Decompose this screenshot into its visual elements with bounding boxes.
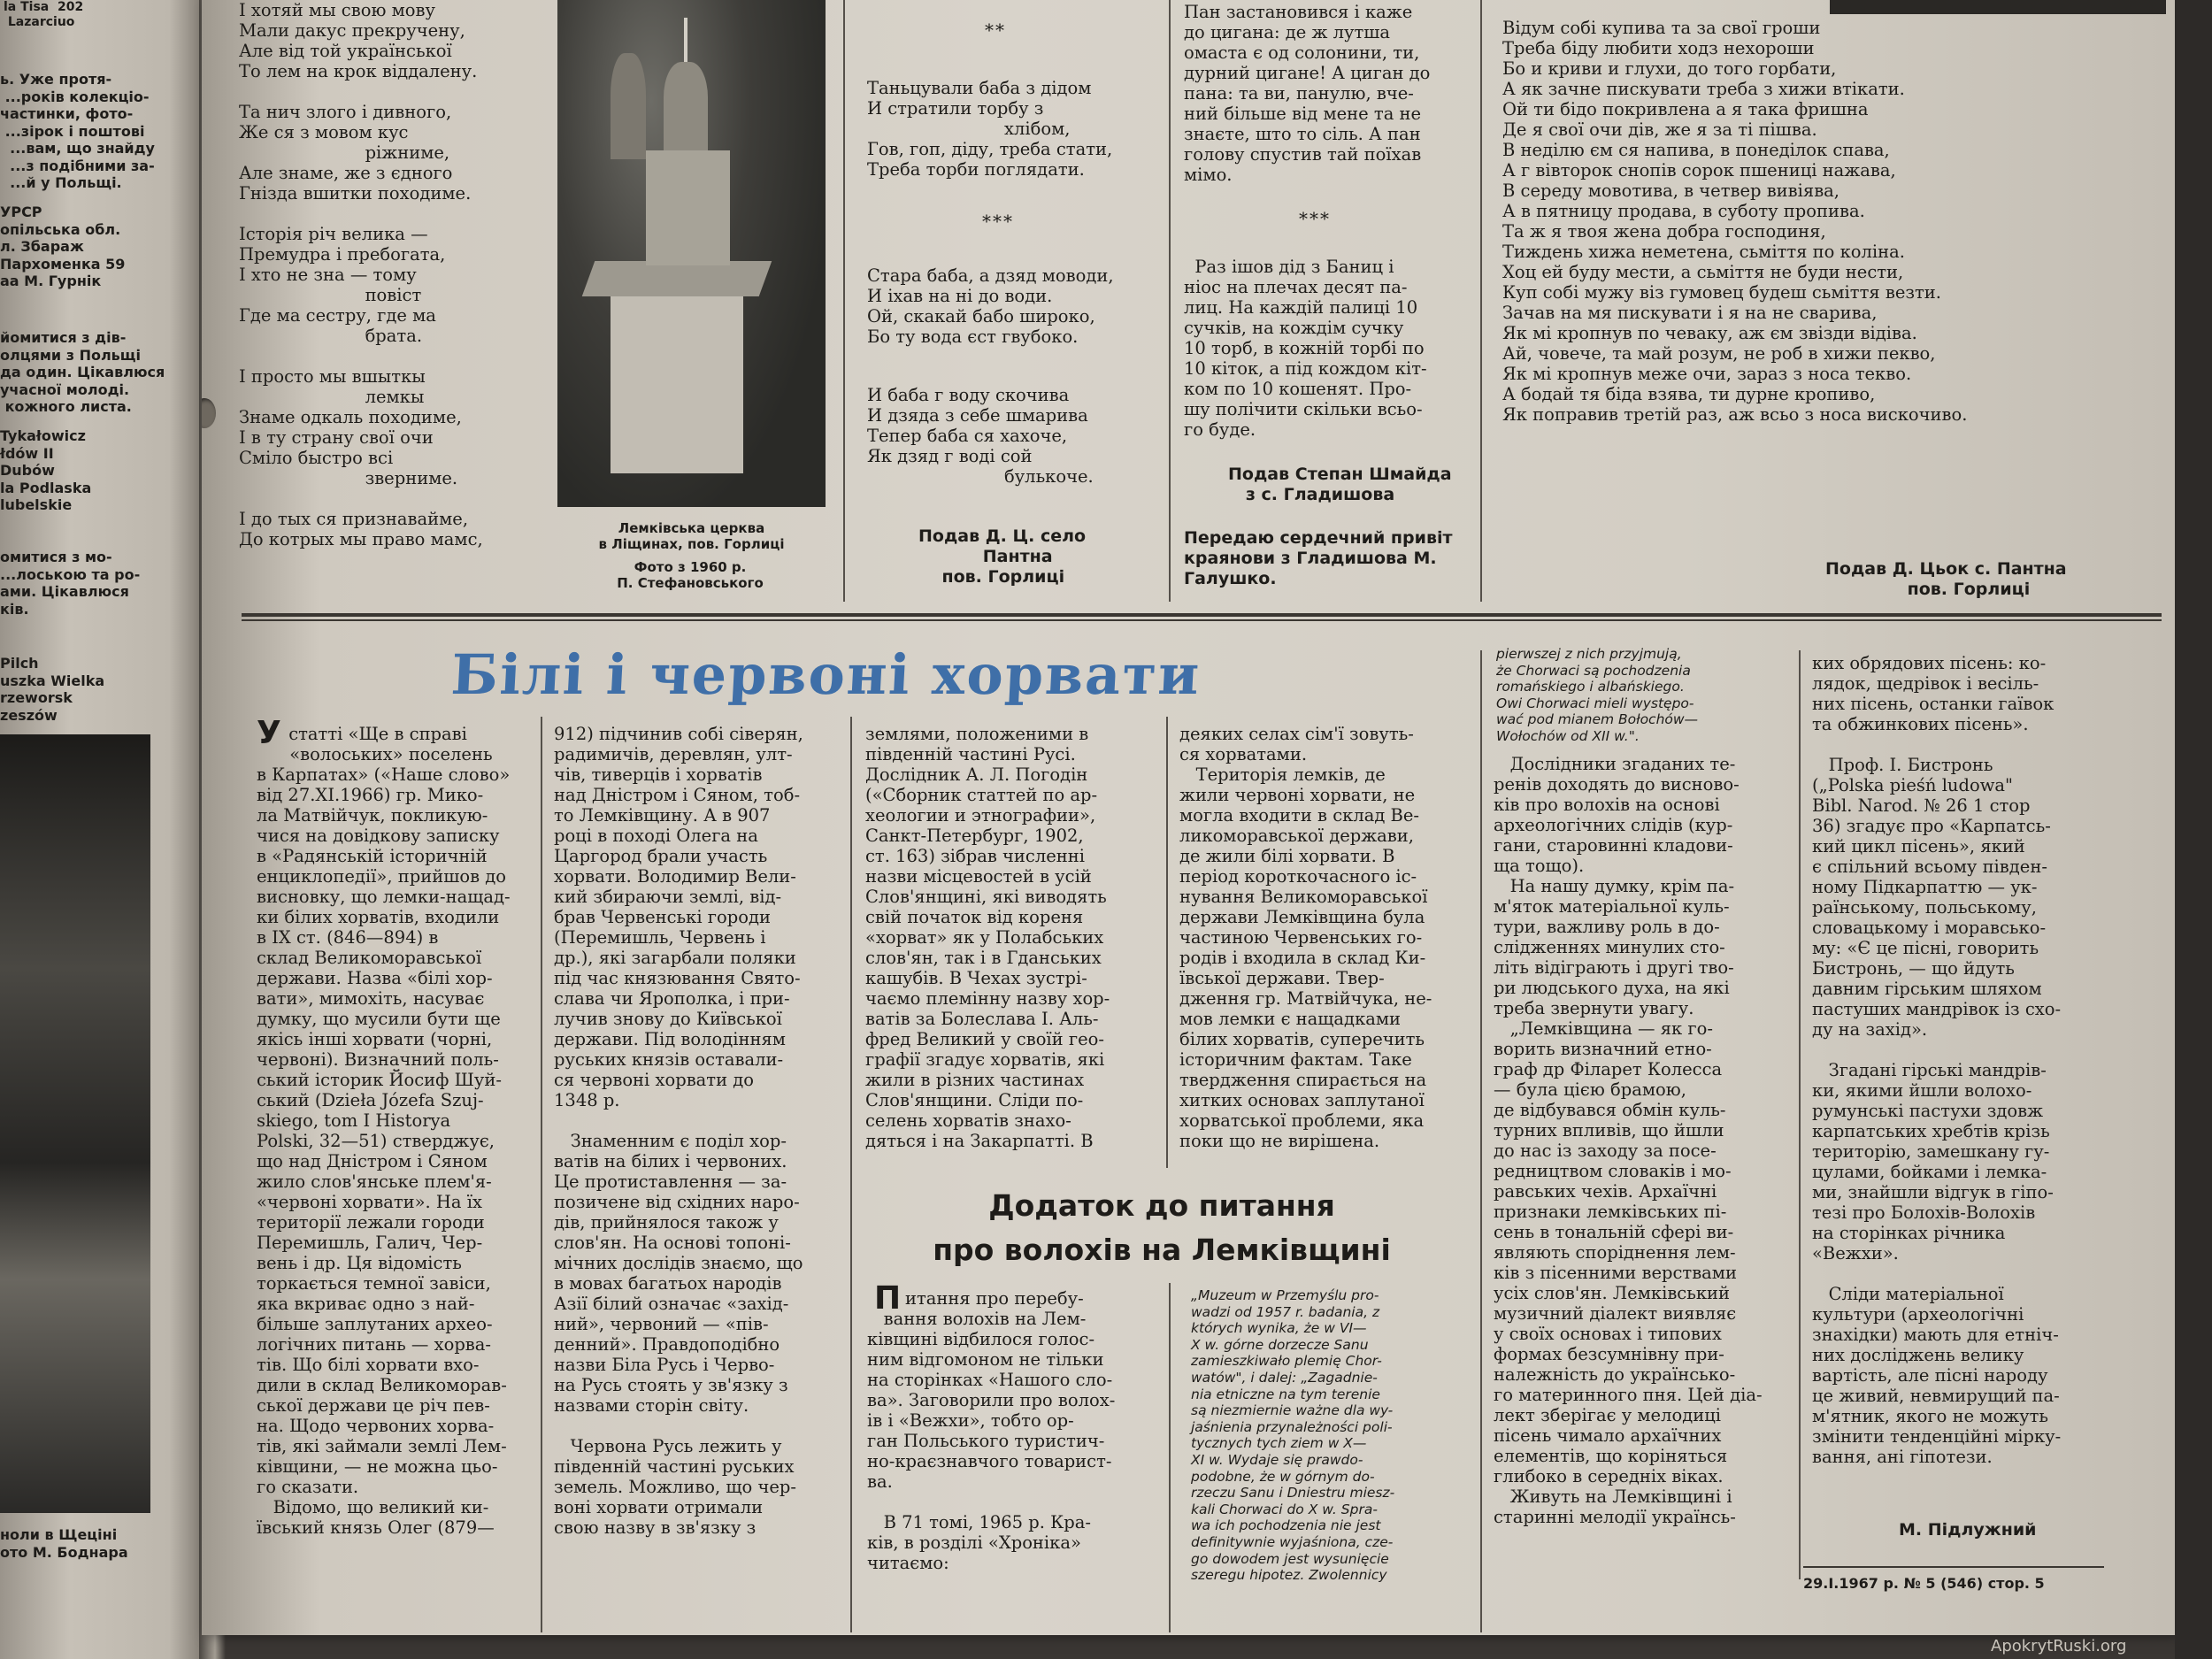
newspaper-page — [202, 0, 2175, 1635]
section-divider-thin — [242, 619, 2162, 621]
footer-rule — [1803, 1566, 2104, 1568]
supplement-title-line2: про волохів на Лемківщині — [933, 1233, 1391, 1267]
column-rule — [1169, 0, 1171, 602]
left-page-top-text: la Tisa 202 Lazarciuo — [4, 0, 84, 29]
photo-caption: Лемківська церква в Ліщинах, пов. Горлиці — [598, 520, 785, 552]
left-page-polish-address-2: Pilch uszka Wielka rzeworsk zeszów — [0, 655, 105, 724]
watermark: ApokrytRuski.org — [1991, 1637, 2127, 1655]
greeting-note: Передаю сердечний привіт краянови з Гладишова М. Галушко. — [1184, 528, 1453, 588]
anecdote-gypsy: Пан застановився і каже до цигана: де ж лутша омаста є од солонини, ти, дурний цигане! А циган до пана: та ви, панулю, вче- ний більше від мене та не знаєте, што то сіль. А пан голову спустив тай поїхав мімо. — [1184, 2, 1431, 185]
polish-quote-continuation: pierwszej z nich przyjmują, że Chorwaci są pochodzenia romańskiego i albańskiego. Owi Chorwaci mieli występo- wać pod mianem Bołochów— Wołochów od XII w.". — [1496, 646, 1699, 744]
article-column-four: деяких селах сім'ї зовуть- ся хорватами. Територія лемків, де жили червоні хорвати, не могла входити в склад Ве- ликоморавської держави, де жили білі хорвати. В період короткочасного іс- нування Великоморавської держави Лемківщина була частиною Червенських го- родів і входила в склад Ки- ївської держави. Твер- дження гр. Матвійчука, не- мов лемки є нащадками білих хорватів, суперечить історичним фактам. Таке твердження спирається на хитких основах заплутаної хорватської проблеми, яка поки що не вирішена. — [1179, 724, 1432, 1151]
article-title: Білі і червоні хорвати — [449, 642, 1202, 707]
poem-one: І хотяй мы свою мову Мали дакус прекручену, Але від той української То лем на крок віддалену. Та нич злого і дивного, Же ся з мовом кус ріжниме, Але знаме, же з єдного Гнізда вшитки походиме. Історія річ велика — Премудра і пребогата, І хто не зна — тому повіст Где ма сестру, где ма брата. І просто мы вшыткы лемкы Знаме одкаль походиме, І в ту страну свої очи Сміло быстро всі звернимe. І до тых ся признаваймe, До котрых мы право мамс, — [239, 0, 483, 549]
church-photo — [557, 0, 826, 507]
heading-banner-fragment — [1830, 0, 2166, 14]
left-page-note-acquaint: омитися з мо- ...лоською та ро- ами. Цікавлюся ків. — [0, 549, 141, 618]
poem-two-signature: Подав Д. Ц. село Пантна пов. Горлиці — [918, 526, 1087, 587]
section-divider — [242, 613, 2162, 617]
left-page-fragment — [0, 0, 199, 1659]
left-page-note-youth: йомитися з дів- олцями з Польщі да один. Цікавлюся учасної молоді. кожного листа. — [0, 329, 165, 415]
column-rule — [1799, 650, 1801, 1579]
article-column-three: землями, положеними в південній частині Русі. Дослідник А. Л. Погодін («Сборник статтей по ар- хеологии и этнографии», Санкт-Петербург, 1902, ст. 163) зібрав численні назви місцевостей в усій Слов'янщині, які виводять свій початок від кореня «хорват» як у Полабських слов'ян, так і в Гданських кашубів. В Чехах зустрі- чаємо племінну назву хор- ватів за Болеслава І. Аль- фред Великий у своїй гео- графії згадує хорватів, які жили в різних частинах Слов'янщини. Сліди по- селень хорватів знахо- дяться і на Закарпатті. В — [865, 724, 1110, 1151]
anecdote-signature: Подав Степан Шмайда з с. Гладишова — [1228, 465, 1452, 504]
polish-quote: „Muzeum w Przemyślu pro- wadzi od 1957 r. badania, z których wynika, że w VI— X w. górne dorzecze Sanu zamieszkiwało plemię Chor- watów", i dalej: „Zagadnie- nia etniczne na tym terenie są niezmiernie ważne dla wy- jaśnienia przynależności poli- tycznych tych ziem w X— XI w. Wydaje się prawdo- podobne, że w górnym do- rzeczu Sanu i Dniestru miesz- kali Chorwaci do X w. Spra- wa ich pochodzenia nie jest definitywnie wyjaśniona, cze- go dowodem jest wysunięcie szeregu hipotez. Zwolennicy — [1191, 1287, 1395, 1584]
issue-info: 29.І.1967 р. № 5 (546) стор. 5 — [1803, 1575, 2045, 1592]
poem-four-signature: Подав Д. Цьок с. Пантна пов. Горлиці — [1825, 559, 2067, 599]
background-edge — [2175, 0, 2212, 1659]
asterism: ** — [985, 19, 1006, 41]
left-page-photo — [0, 734, 150, 1513]
article-col1-first-line: статті «Ще в справі — [283, 724, 467, 744]
column-rule — [541, 717, 542, 1632]
supplement-column-a: вання волохів на Лем- ківщині відбилося голос- ним відгомоном не тільки на сторінках «Нашого сло- ва». Заговорили про волох- ів і «Вежхи», тобто ор- ган Польського туристич- но-краєзнавчого товарист- ва. В 71 томі, 1965 р. Кра- ків, в розділі «Хроніка» читаємо: — [867, 1309, 1116, 1573]
church-dome — [664, 62, 708, 150]
supplement-column-d: ких обрядових пісень: ко- лядок, щедрівок і весіль- них пісень, останки гаївок та обжинкових пісень». Проф. І. Бистронь („Polska pieśń ludowa" Bibl. Narod. № 26 1 стор 36) згадує про «Карпатсь- кий цикл пісень», який є спільний всьому півден- ному Підкарпаттю — ук- раїнському, польському, словацькому і моравсько- му: «Є це пісні, говорить Бистронь, — що йдуть давним гірським шляхом пастуших мандрівок із схо- ду на захід». Згадані гірські мандрів- ки, якими йшли волохо- румунські пастухи здовж карпатських хребтів крізь територію, замешкану гу- цулами, бойками і лемка- ми, знайшли відгук в гіпо- тезі про Болохів-Волохів на сторінках річника «Вежхи». Сліди матеріальної культури (археологічні знахідки) мають для етніч- них досліджень велику вартість, але пісні народу це живий, невмирущий па- м'ятник, якого не можуть змінити тенденційні мірку- вання, ані гіпотези. — [1812, 653, 2062, 1467]
left-page-photo-caption: ноли в Щеціні ото М. Боднара — [0, 1526, 128, 1561]
binding-hole — [202, 398, 216, 428]
column-rule — [1480, 650, 1482, 1632]
column-rule — [1169, 1283, 1171, 1632]
church-wall — [611, 283, 743, 473]
anecdote-riddle: Раз ішов дід з Баниц і ніос на плечах десят па- лиц. На каждій палиці 10 сучків, на кождім сучку 10 торб, в кожній торбі по 10 кіток, а під кождом кіт- ком по 10 кошенят. Про- шу полічити скільки всьо- го буде. — [1184, 257, 1427, 440]
church-cross — [684, 18, 687, 62]
supplement-title — [856, 1184, 1467, 1272]
drop-cap: П — [874, 1280, 902, 1317]
drop-cap: У — [257, 715, 281, 751]
author-signature: М. Підлужний — [1899, 1520, 2037, 1540]
asterism: *** — [982, 211, 1014, 232]
left-page-polish-address: Tykałowicz łdów II Dubów la Podlaska lubelskie — [0, 427, 92, 513]
church-dome-small — [611, 53, 646, 159]
article-column-two: 912) підчинив собі сіверян, радимичів, деревлян, улт- чів, тиверців і хорватів над Дністром і Сяном, тоб- то Лемківщину. А в 907 році в поході Олега на Царгород брали участь хорвати. Володимир Вели- кий збираючи землі, від- брав Червенські городи (Перемишль, Червень і др.), які загарбали поляки під час князювання Свято- слава чи Ярополка, і при- лучив знову до Київської держави. Під володінням руських князів оставали- ся червоні хорвати до 1348 р. Знаменним є поділ хор- ватів на білих і червоних. Це протиставлення — за- позичене від східних наро- дів, прийнялося також у слов'ян. На основі топоні- мічних дослідів знаємо, що в мовах багатьох народів Азії білий означає «захід- ний», червоний — «пів- денний». Правдоподібно назви Біла Русь і Черво- на Русь стоять у зв'язку з назвами сторін світу. Червона Русь лежить у південній частині руських земель. Можливо, що чер- воні хорвати отримали свою назву в зв'язку з — [554, 724, 803, 1538]
church-roof — [582, 261, 772, 296]
article-column-one: «волоських» поселень в Карпатах» («Наше слово» від 27.XI.1966) гр. Мико- ла Матвійчук, покликую- чися на довідкову записку в «Радянській історичній енциклопедії», прийшов до висновку, що лемки-нащад- ки білих хорватів, входили в IX ст. (846—894) в склад Великоморавської держави. Назва «білі хор- вати», мимохіть, насуває думку, що мусили бути ще якісь інші хорвати (чорні, червоні). Визначний поль- ський історик Йосиф Шуй- ський (Dzieła Józefa Szuj- skiego, tom I Historya Polski, 32—51) стверджує, що над Дністром і Сяном жило слов'янське плем'я- «червоні хорвати». На їх території лежали городи Перемишль, Галич, Чер- вень і др. Ця відомість торкається темної завіси, яка вкриває одно з най- більше заплутаних архео- логічних питань — хорва- тів. Що білі хорвати вхо- дили в склад Великоморав- ської держави це річ пев- на. Щодо червоних хорва- тів, які займали землі Лем- ківщини, — не можна цьо- го сказати. Відомо, що великий ки- ївський князь Олег (879— — [257, 744, 511, 1538]
poem-four: Відум собі купива та за свої гроши Треба біду любити ходз нехороши Бо и криви и глухи, до того горбати, А як зачне пискувати треба з хижи втікати. Ой ти бідо покривлена а я така фришна Де я свої очи дів, же я за ті пішва. В неділю єм ся напива, в понеділок спава, А г вівторок снопів сорок пшениці нажава, В середу мовотива, в четвер вивіява, А в пятницу продава, в суботу пропива. Та ж я твоя жена добра господиня, Тиждень хижа неметена, сьміття по коліна. Хоц ей буду мести, а сьміття не буди нести, Куп собі мужу віз гумовец будеш сьміття везти. Зачав на мя пискувати і я на не сварива, Як мі кропнув по чеваку, аж єм звізди відiва. Ай, човече, та май розум, не роб в хижи пекво, Як мі кропнув меже очи, зараз з носа текво. А бодай тя біда взява, ти дурне кропиво, Як поправив третій раз, аж всьо з носа вискочиво. — [1502, 18, 1968, 425]
poem-two-stanza-one: Таньцували баба з дідом И стратили торбу з хлібом, Гов, гоп, діду, треба стати, Треба торби поглядати. — [867, 78, 1113, 180]
column-rule — [850, 717, 852, 1632]
supplement-title-line1: Додаток до питання — [988, 1188, 1335, 1223]
left-page-ussr-address: УРСР опільська обл. л. Збараж Пархоменка 59 аа М. Гурнік — [0, 204, 126, 289]
column-rule — [843, 0, 845, 602]
supplement-col-a-first-line: итання про перебу- — [905, 1288, 1084, 1309]
poem-two-stanza-three: И баба г воду скочива И дзяда з себе шмарива Тепер баба ся хахоче, Як дзяд г воді сой булькоче. — [867, 385, 1094, 487]
column-rule — [1480, 0, 1482, 602]
asterism: *** — [1299, 208, 1331, 229]
poem-two-stanza-two: Стара баба, а дзяд моводи, И іхав на ні до води. Ой, скакай бабо широко, Бо ту вода єст гвубоко. — [867, 265, 1114, 347]
supplement-column-c: Дослідники згаданих те- ренів доходять до висново- ків про волохів на основі археологічних слідів (кур- гани, старовинні кладови- ща тощо). На нашу думку, крім па- м'яток матеріальної куль- тури, важливу роль в до- слідженнях минулих сто- літь відіграють і другі тво- ри людського духа, на які треба звернути увагу. „Лемківщина — як го- ворить визначний етно- граф др Філарет Колесса — була цією брамою, де відбувався обмін куль- турних впливів, що йшли до нас із заходу за посе- редництвом словаків і мо- равських чехів. Архаїчні признаки лемківських пі- сень в тональній сфері ви- являють споріднення лем- ків з пісенними верствами усіх слов'ян. Лемківський музичний діалект виявляє у своїх основах і типових формах безсумнівну при- належність до українсько- го материнного пня. Цей діа- лект зберігає у мелодиці пісень чимало архаїчних елементів, що коріняться глибоко в середніх віках. Живуть на Лемківщині і старинні мелодії українсь- — [1494, 754, 1763, 1527]
photo-credit: Фото з 1960 р. П. Стефановського — [617, 559, 764, 591]
left-page-note-collector: ь. Уже протя- ...років колекціо- частинки, фото- ...зірок і поштові ...вам, що знайду ...з подібними за- ...й у Польщі. — [0, 71, 155, 191]
church-tower — [646, 150, 730, 265]
column-rule — [1166, 717, 1168, 1168]
